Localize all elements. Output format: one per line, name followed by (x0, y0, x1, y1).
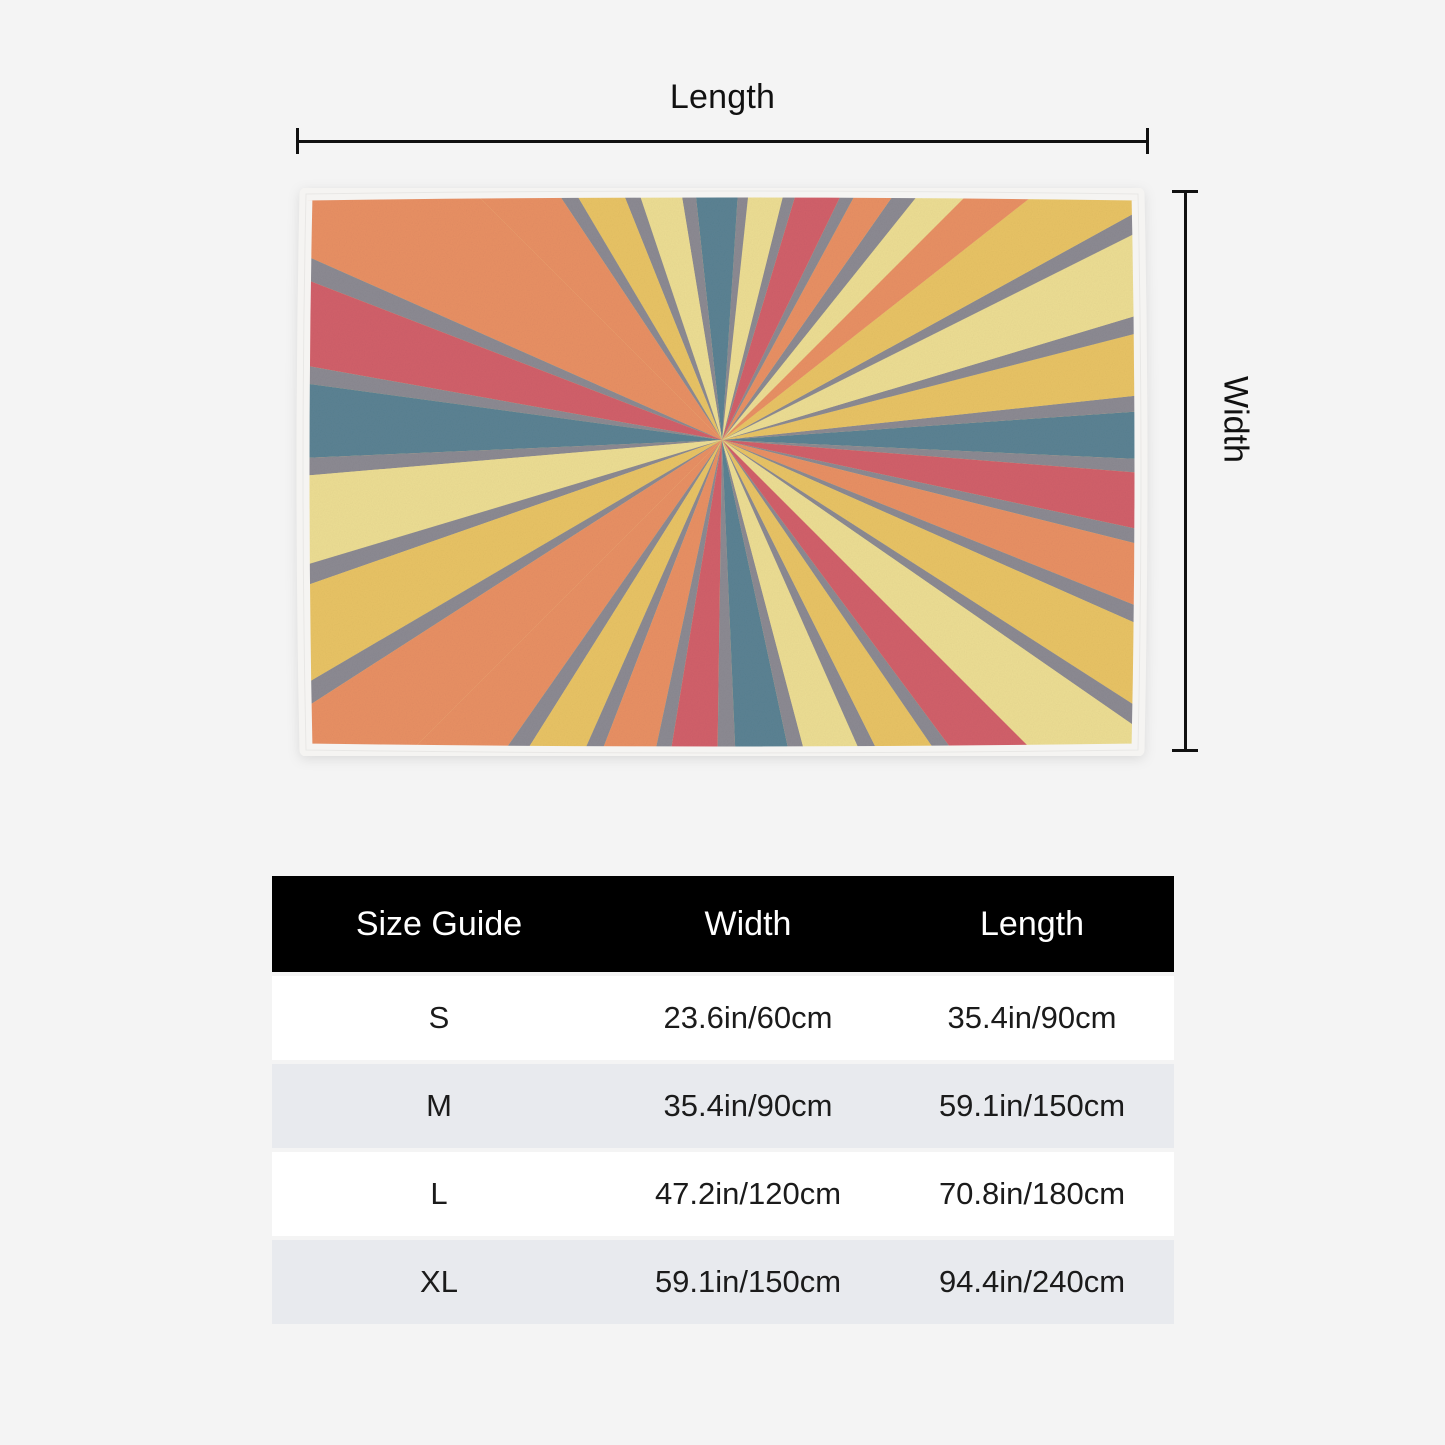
cell-size: S (428, 1000, 450, 1035)
cell-size: L (430, 1176, 448, 1211)
table-header-row (272, 876, 1174, 972)
width-dimension-cap-bottom (1172, 749, 1198, 752)
cell-length: 70.8in/180cm (938, 1176, 1126, 1211)
table-row (272, 1240, 1174, 1324)
cell-length: 59.1in/150cm (938, 1088, 1126, 1123)
length-dimension-cap-right (1146, 128, 1149, 154)
header-width: Width (704, 904, 792, 943)
table-row (272, 1064, 1174, 1148)
cell-size: XL (420, 1264, 458, 1299)
cell-width: 35.4in/90cm (663, 1088, 833, 1123)
size-guide-table (272, 876, 1174, 1324)
header-size-guide: Size Guide (355, 904, 523, 943)
cell-length: 35.4in/90cm (947, 1000, 1117, 1035)
width-dimension-label: Width (1216, 376, 1255, 463)
cell-width: 23.6in/60cm (663, 1000, 833, 1035)
header-length: Length (980, 904, 1084, 943)
width-dimension-line (1172, 190, 1198, 752)
length-dimension-bar (296, 140, 1149, 143)
width-dimension-bar (1184, 190, 1187, 752)
length-dimension-line (296, 128, 1149, 154)
cell-length: 94.4in/240cm (938, 1264, 1126, 1299)
table-row (272, 976, 1174, 1060)
cell-width: 59.1in/150cm (654, 1264, 842, 1299)
table-row (272, 1152, 1174, 1236)
cell-size: M (426, 1088, 452, 1123)
product-image-blanket (296, 188, 1148, 756)
length-dimension-label: Length (669, 78, 776, 116)
cell-width: 47.2in/120cm (654, 1176, 842, 1211)
